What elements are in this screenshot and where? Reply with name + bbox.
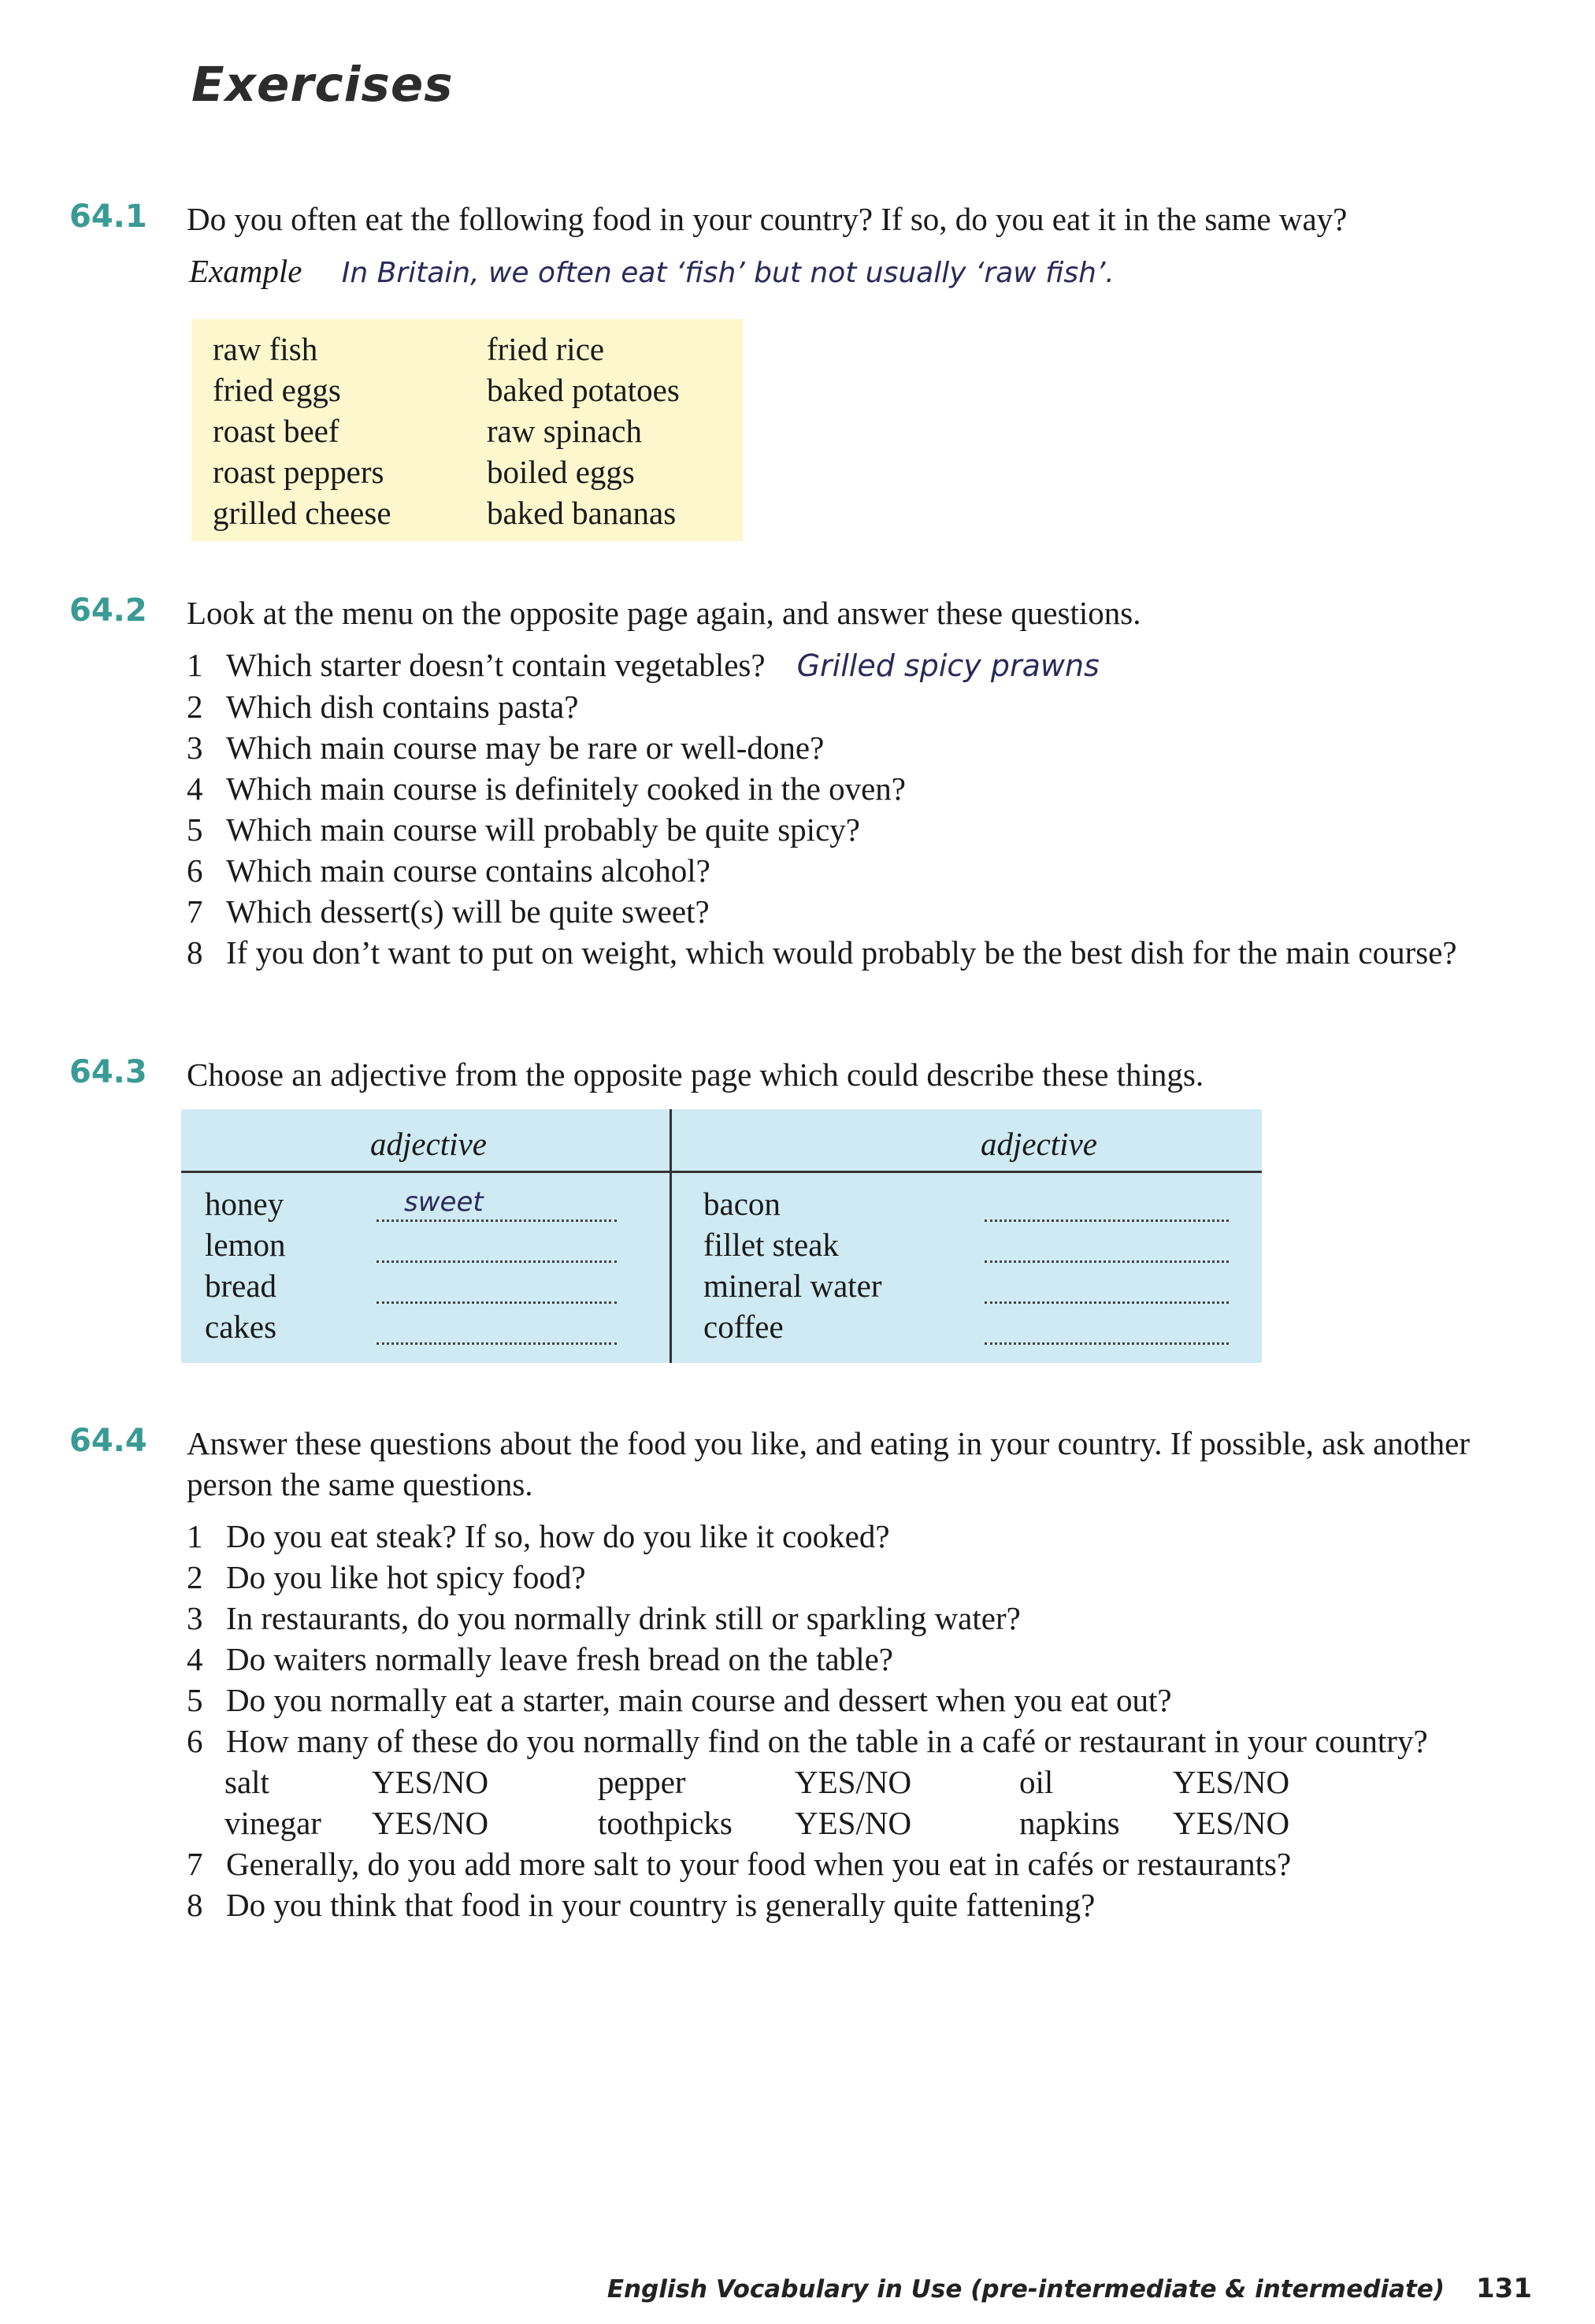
- question-item: 7 Which dessert(s) will be quite sweet?: [187, 893, 710, 930]
- exercise-number-64-2: 64.2: [69, 592, 147, 629]
- adjective-table: [181, 1109, 1262, 1363]
- right-item: coffee: [703, 1309, 784, 1345]
- book-title: English Vocabulary in Use (pre-intermediate & intermediate): [606, 2275, 1445, 2304]
- answer-blank[interactable]: [985, 1272, 1229, 1304]
- table-item: oil: [1019, 1764, 1054, 1800]
- left-item: bread: [205, 1268, 277, 1304]
- question-item: 1 Do you eat steak? If so, how do you like it cooked?: [187, 1518, 890, 1554]
- food-item: fried rice: [487, 331, 605, 367]
- answer-blank[interactable]: [376, 1312, 617, 1345]
- example-label: Example: [189, 253, 302, 289]
- question-list-64-2: [187, 644, 1565, 973]
- exercise-number-64-4: 64.4: [69, 1423, 147, 1459]
- table-header-rule: [181, 1171, 1262, 1173]
- question-item: 4 Which main course is definitely cooked in the oven?: [187, 770, 907, 807]
- right-item: mineral water: [703, 1268, 882, 1304]
- exercise-instruction-64-2: Look at the menu on the opposite page again, and answer these questions.: [187, 595, 1141, 631]
- question-item: 7 Generally, do you add more salt to your food when you eat in cafés or restaurants?: [187, 1846, 1292, 1882]
- question-item: 3 Which main course may be rare or well-done?: [187, 729, 825, 766]
- question-item: 8 If you don’t want to put on weight, which would probably be the best dish for the main course?: [187, 934, 1457, 971]
- food-item: roast beef: [213, 413, 339, 449]
- table-divider: [670, 1109, 672, 1363]
- exercise-instruction-64-3: Choose an adjective from the opposite page which could describe these things.: [187, 1056, 1204, 1093]
- yes-no-option: YES/NO: [372, 1805, 489, 1841]
- yes-no-table: [187, 1762, 1565, 1843]
- example-handwritten-answer: In Britain, we often eat ‘fish’ but not usually ‘raw fish’.: [341, 257, 1115, 289]
- food-column-2: [487, 329, 680, 533]
- exercise-number-64-1: 64.1: [69, 199, 147, 235]
- food-item: raw fish: [213, 331, 318, 367]
- exercise-instruction-64-4: Answer these questions about the food you like, and eating in your country. If possible, ask another person the same questions.: [187, 1425, 1471, 1502]
- question-item: 6 Which main course contains alcohol?: [187, 852, 710, 889]
- food-item: baked bananas: [487, 495, 677, 531]
- question-item: 2 Do you like hot spicy food?: [187, 1559, 586, 1595]
- left-item: honey: [205, 1186, 284, 1222]
- left-item: lemon: [205, 1227, 286, 1263]
- food-list-box: [191, 319, 743, 541]
- page-title: Exercises: [191, 57, 454, 113]
- question-item: 3 In restaurants, do you normally drink still or sparkling water?: [187, 1600, 1021, 1636]
- yes-no-option: YES/NO: [1173, 1805, 1290, 1841]
- question-item: 8 Do you think that food in your country is generally quite fattening?: [187, 1887, 1096, 1923]
- question-item: 2 Which dish contains pasta?: [187, 689, 579, 725]
- handwritten-answer: sweet: [404, 1186, 484, 1218]
- question-list-64-4: [187, 1516, 1565, 1925]
- answer-blank[interactable]: [376, 1186, 617, 1222]
- table-item: toothpicks: [598, 1805, 733, 1841]
- left-item: cakes: [205, 1309, 277, 1345]
- column-header-left: adjective: [370, 1126, 487, 1162]
- handwritten-answer: Grilled spicy prawns: [796, 648, 1100, 683]
- table-item: napkins: [1019, 1805, 1120, 1841]
- yes-no-option: YES/NO: [795, 1764, 912, 1800]
- yes-no-option: YES/NO: [1173, 1764, 1290, 1800]
- yes-no-option: YES/NO: [795, 1805, 912, 1841]
- food-item: raw spinach: [487, 413, 642, 449]
- yes-no-option: YES/NO: [372, 1764, 489, 1800]
- answer-blank[interactable]: [985, 1190, 1229, 1222]
- page-number: 131: [1476, 2273, 1532, 2304]
- exercise-number-64-3: 64.3: [69, 1054, 147, 1090]
- answer-blank[interactable]: [985, 1312, 1229, 1345]
- question-item: 4 Do waiters normally leave fresh bread on the table?: [187, 1641, 893, 1677]
- example-line: [189, 252, 1115, 290]
- question-item: 6 How many of these do you normally find on the table in a café or restaurant in your country?: [187, 1723, 1428, 1759]
- table-item: pepper: [598, 1764, 686, 1800]
- question-item: 1 Which starter doesn’t contain vegetables? Grilled spicy prawns: [187, 647, 1100, 683]
- right-item: fillet steak: [703, 1227, 839, 1263]
- food-column-1: [213, 329, 391, 533]
- answer-blank[interactable]: [376, 1231, 617, 1263]
- food-item: roast peppers: [213, 454, 384, 490]
- table-item: salt: [224, 1764, 269, 1800]
- food-item: baked potatoes: [487, 372, 680, 408]
- question-item: 5 Which main course will probably be quite spicy?: [187, 811, 860, 848]
- page-footer: [607, 2273, 1532, 2304]
- question-item: 5 Do you normally eat a starter, main course and dessert when you eat out?: [187, 1682, 1172, 1718]
- answer-blank[interactable]: [376, 1272, 617, 1304]
- exercise-instruction-64-1: Do you often eat the following food in your country? If so, do you eat it in the same way?: [187, 201, 1348, 237]
- right-item: bacon: [703, 1186, 781, 1222]
- answer-blank[interactable]: [985, 1231, 1229, 1263]
- column-header-right: adjective: [981, 1126, 1097, 1162]
- food-item: grilled cheese: [213, 495, 391, 531]
- food-item: boiled eggs: [487, 454, 635, 490]
- food-item: fried eggs: [213, 372, 341, 408]
- table-item: vinegar: [224, 1805, 321, 1841]
